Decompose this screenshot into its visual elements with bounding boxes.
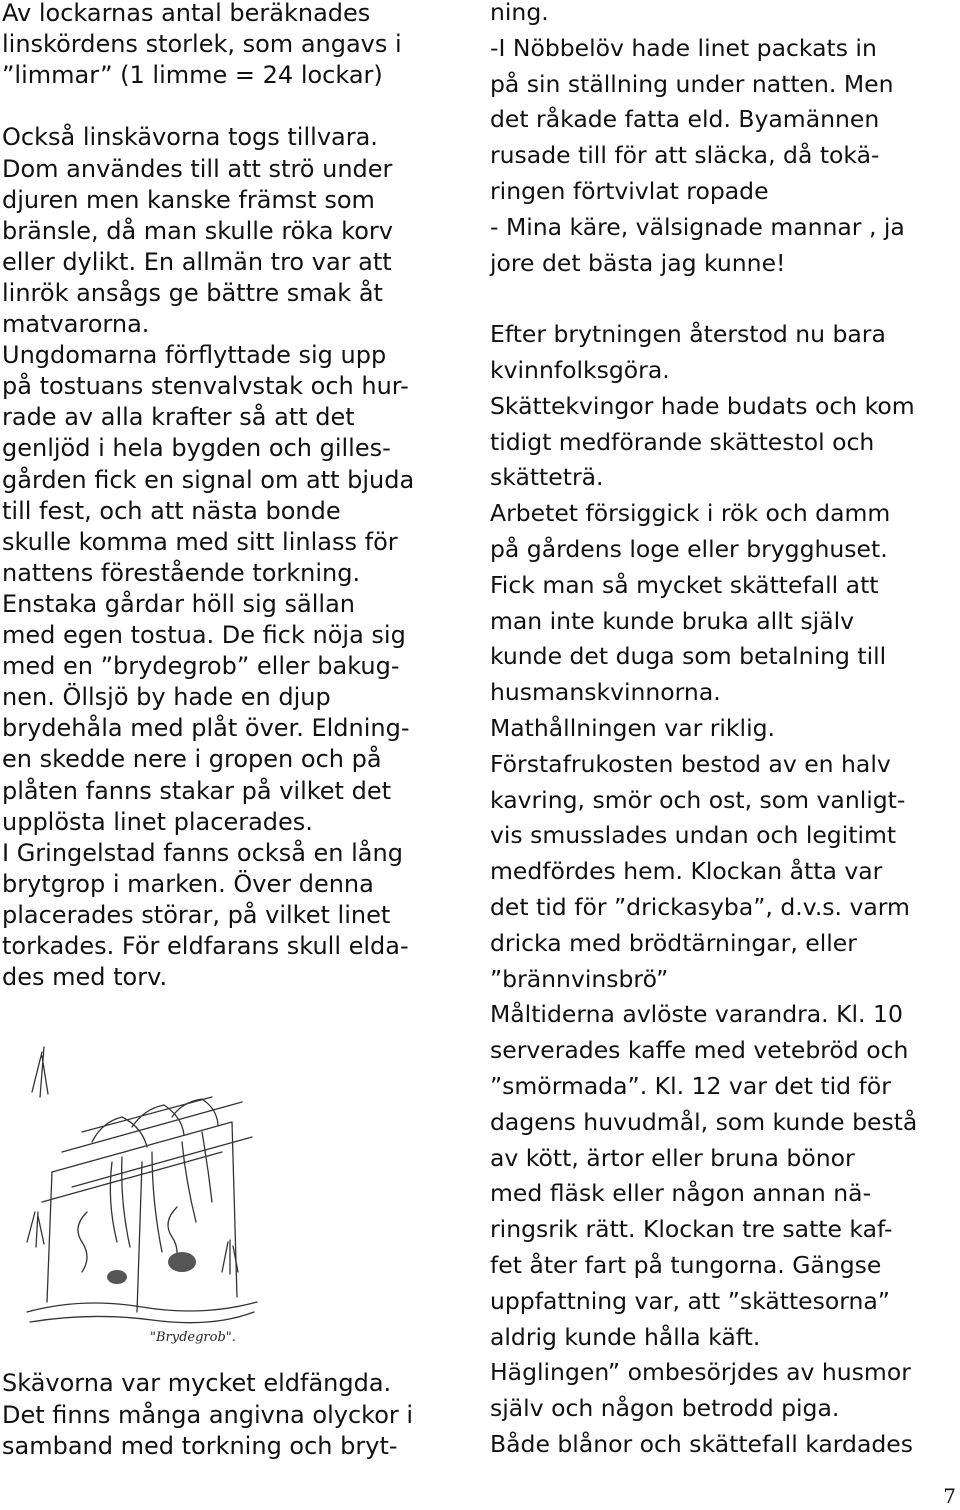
text-line: uppfattning var, att ”skättesorna” — [490, 1286, 890, 1315]
text-line: till fest, och att nästa bonde — [2, 496, 341, 525]
figure-caption: "Brydegrob". — [150, 1330, 236, 1345]
text-line: jore det bästa jag kunne! — [490, 248, 786, 277]
page-number: 7 — [943, 1484, 956, 1508]
text-line: serverades kaffe med vetebröd och — [490, 1036, 909, 1065]
text-line: matvarorna. — [2, 310, 150, 338]
text-line: Också linskävorna togs tillvara. — [2, 123, 378, 152]
text-line: tidigt medförande skättestol och — [490, 427, 875, 456]
text-line: med fläsk eller någon annan nä- — [490, 1179, 872, 1208]
text-line: Måltiderna avlöste varandra. Kl. 10 — [490, 1000, 903, 1029]
text-line: - Mina käre, välsignade mannar , ja — [490, 212, 905, 241]
text-line: kavring, smör och ost, som vanligt- — [490, 785, 906, 814]
brydegrob-illustration — [22, 1012, 262, 1360]
text-line: Dom användes till att strö under — [2, 154, 393, 183]
text-line: med egen tostua. De fick nöja sig — [2, 621, 406, 649]
text-line: vis smusslades undan och legitimt — [490, 821, 897, 850]
text-line: rade av alla krafter så att det — [2, 403, 355, 432]
text-line: på tostuans stenvalvstak och hur- — [2, 372, 409, 401]
text-line: Ungdomarna förflyttade sig upp — [2, 341, 387, 370]
text-line: rusade till för att släcka, då tokä- — [490, 141, 880, 170]
text-line: -I Nöbbelöv hade linet packats in — [490, 33, 877, 62]
text-line: med en ”brydegrob” eller bakug- — [2, 652, 400, 681]
text-line: det tid för ”drickasyba”, d.v.s. varm — [490, 893, 910, 921]
text-line: kunde det duga som betalning till — [490, 642, 887, 671]
text-line: dagens huvudmål, som kunde bestå — [490, 1107, 918, 1136]
text-line: linskördens storlek, som angavs i — [2, 30, 402, 59]
text-line: på sin ställning under natten. Men — [490, 69, 894, 98]
text-line: av kött, ärtor eller bruna bönor — [490, 1143, 855, 1172]
text-line: skulle komma med sitt linlass för — [2, 527, 398, 556]
text-line: medfördes hem. Klockan åtta var — [490, 857, 883, 886]
text-line: Av lockarnas antal beräknades — [2, 0, 371, 27]
text-line: Mathållningen var riklig. — [490, 714, 775, 742]
text-line: samband med torkning och bryt- — [2, 1432, 398, 1460]
text-line: husmanskvinnorna. — [490, 678, 721, 707]
text-line: ”smörmada”. Kl. 12 var det tid för — [490, 1072, 891, 1100]
text-line: Enstaka gårdar höll sig sällan — [2, 589, 355, 618]
text-line: skätteträ. — [490, 463, 604, 492]
text-line: ”limmar” (1 limme = 24 lockar) — [2, 61, 383, 90]
text-line: på gårdens loge eller brygghuset. — [490, 535, 888, 563]
text-line: upplösta linet placerades. — [2, 807, 313, 836]
text-line: torkades. För eldfarans skull elda- — [2, 932, 409, 960]
text-line: bränsle, då man skulle röka korv — [2, 216, 393, 245]
text-line: kvinnfolksgöra. — [490, 356, 670, 384]
text-line: fet åter fart på tungorna. Gängse — [490, 1251, 882, 1279]
text-line: brydehåla med plåt över. Eldning- — [2, 714, 410, 743]
text-line: plåten fanns stakar på vilket det — [2, 776, 392, 805]
text-line: det råkade fatta eld. Byamännen — [490, 105, 880, 134]
text-line: Arbetet försiggick i rök och damm — [490, 499, 891, 528]
text-line: ringen förtvivlat ropade — [490, 177, 769, 205]
text-line: Det finns många angivna olyckor i — [2, 1400, 414, 1429]
text-line: nen. Öllsjö by hade en djup — [2, 683, 331, 712]
text-line: linrök ansågs ge bättre smak åt — [2, 278, 383, 307]
text-line: själv och någon betrodd piga. — [490, 1394, 840, 1423]
text-line: man inte kunde bruka allt själv — [490, 606, 855, 635]
text-line: aldrig kunde hålla käft. — [490, 1322, 761, 1351]
text-line: placerades störar, på vilket linet — [2, 900, 391, 929]
text-line: eller dylikt. En allmän tro var att — [2, 247, 392, 276]
text-line: djuren men kanske främst som — [2, 185, 375, 214]
text-line: ”brännvinsbrö” — [490, 964, 669, 993]
text-line: Förstafrukosten bestod av en halv — [490, 749, 891, 778]
text-line: Skävorna var mycket eldfängda. — [2, 1369, 392, 1397]
text-line: I Gringelstad fanns också en lång — [2, 838, 403, 867]
text-line: Både blånor och skättefall kardades — [490, 1430, 913, 1458]
text-line: brytgrop i marken. Över denna — [2, 869, 374, 898]
text-line: ringsrik rätt. Klockan tre satte kaf- — [490, 1215, 893, 1244]
text-line: Häglingen” ombesörjdes av husmor — [490, 1358, 911, 1387]
text-line: gården fick en signal om att bjuda — [2, 465, 415, 494]
text-line: Fick man så mycket skättefall att — [490, 570, 879, 599]
text-line: ning. — [490, 0, 549, 26]
text-line: genljöd i hela bygden och gilles- — [2, 434, 391, 463]
text-line: nattens förestående torkning. — [2, 558, 361, 587]
text-line: dricka med brödtärningar, eller — [490, 928, 857, 957]
text-line: Skättekvingor hade budats och kom — [490, 391, 915, 420]
text-line: Efter brytningen återstod nu bara — [490, 320, 886, 349]
text-line: en skedde nere i gropen och på — [2, 745, 382, 774]
text-line: des med torv. — [2, 963, 168, 992]
